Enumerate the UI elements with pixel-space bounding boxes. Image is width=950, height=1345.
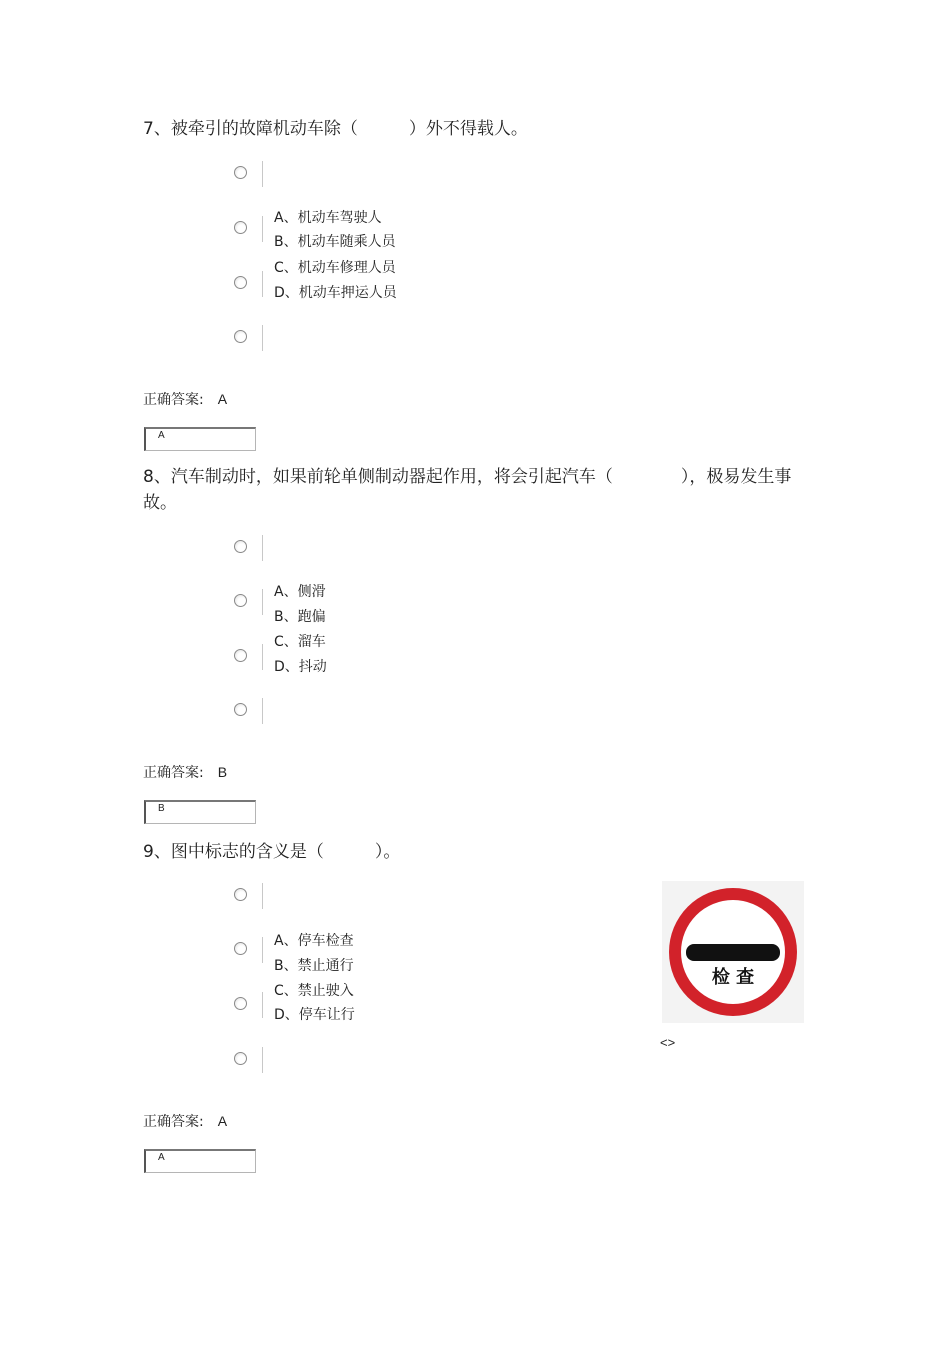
correct-answer-q9 (143, 1111, 227, 1131)
radio-q9-1[interactable] (231, 883, 265, 909)
radio-q8-3[interactable] (231, 644, 265, 670)
radio-q7-3[interactable] (231, 271, 265, 297)
correct-answer-label: 正确答案: (143, 392, 204, 408)
answer-input-q7[interactable]: A (144, 427, 256, 451)
question-8-text: 8、汽车制动时，如果前轮单侧制动器起作用，将会引起汽车（ ），极易发生事故。 (143, 467, 792, 513)
answer-input-q9[interactable]: A (144, 1149, 256, 1173)
answer-input-q8[interactable]: B (144, 800, 256, 824)
option-q9-a: A、停车检查 (274, 933, 354, 949)
stop-for-inspection-sign-image (662, 881, 804, 1023)
option-q9-c: C、禁止驶入 (274, 983, 354, 999)
option-q7-d: D、机动车押运人员 (274, 285, 397, 301)
radio-q8-2[interactable] (231, 589, 265, 615)
correct-answer-value: A (217, 391, 228, 407)
radio-q9-3[interactable] (231, 992, 265, 1018)
option-q9-d: D、停车让行 (274, 1007, 355, 1023)
correct-answer-label: 正确答案: (143, 765, 204, 781)
question-9-text: 9、图中标志的含义是（ ）。 (143, 842, 401, 862)
radio-q7-4[interactable] (231, 325, 265, 351)
image-caption: <> (660, 1035, 676, 1050)
option-q7-c: C、机动车修理人员 (274, 260, 396, 276)
question-7-text: 7、被牵引的故障机动车除（ ）外不得载人。 (143, 119, 528, 139)
radio-q8-1[interactable] (231, 535, 265, 561)
radio-q9-4[interactable] (231, 1047, 265, 1073)
radio-q7-2[interactable] (231, 216, 265, 242)
radio-q9-2[interactable] (231, 937, 265, 963)
option-q7-b: B、机动车随乘人员 (274, 234, 396, 250)
option-q8-a: A、侧滑 (274, 584, 326, 600)
radio-q7-1[interactable] (231, 161, 265, 187)
correct-answer-q8 (143, 762, 227, 782)
option-q8-c: C、溜车 (274, 634, 326, 650)
radio-q8-4[interactable] (231, 698, 265, 724)
option-q8-b: B、跑偏 (274, 609, 326, 625)
correct-answer-value: A (217, 1113, 228, 1129)
correct-answer-value: B (217, 764, 228, 780)
option-q7-a: A、机动车驾驶人 (274, 210, 382, 226)
option-q8-d: D、抖动 (274, 659, 327, 675)
correct-answer-q7 (143, 389, 227, 409)
no-entry-sign-icon (662, 881, 804, 1023)
option-q9-b: B、禁止通行 (274, 958, 354, 974)
sign-text: 检 查 (711, 967, 755, 988)
correct-answer-label: 正确答案: (143, 1114, 204, 1130)
